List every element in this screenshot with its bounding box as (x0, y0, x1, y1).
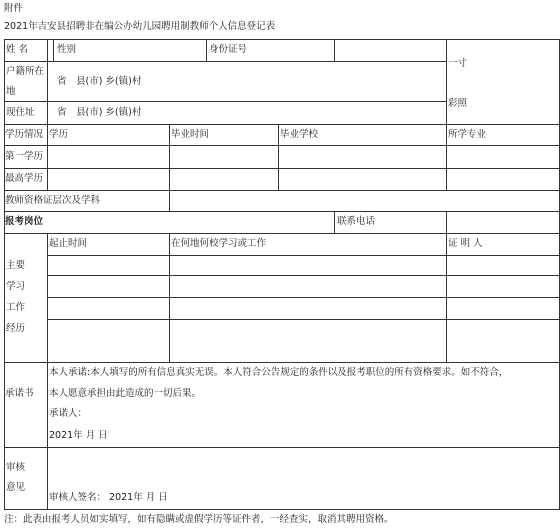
grid-line (47, 275, 560, 276)
attachment-label: 附件 (4, 3, 24, 14)
grid-line (47, 233, 48, 509)
grid-line (47, 297, 560, 298)
grid-line (4, 39, 5, 509)
grid-line (4, 509, 560, 510)
grid-line (4, 168, 560, 169)
experience-label-2: 学习 (6, 281, 26, 292)
review-label-line1: 审核 (6, 462, 26, 473)
grid-line (278, 124, 279, 190)
grid-line (53, 39, 54, 61)
pledge-text-line2: 本人愿意承担由此造成的一切后果。 (49, 388, 202, 399)
grid-line (446, 39, 447, 124)
grid-line (4, 362, 560, 363)
pledge-label: 承诺书 (5, 388, 34, 399)
grid-line (4, 447, 560, 448)
experience-label-3: 工作 (6, 302, 26, 313)
grid-line (206, 39, 207, 61)
grid-line (169, 124, 170, 211)
grid-line (446, 233, 447, 362)
grid-line (4, 39, 560, 40)
grid-line (4, 124, 560, 125)
grid-line (47, 319, 560, 320)
hukou-label-line2: 地 (6, 86, 16, 97)
experience-col-witness: 证 明 人 (448, 238, 483, 249)
reviewer-signature-date: 审核人签名： 2021年 月 日 (49, 492, 168, 503)
highest-degree-label: 最高学历 (5, 173, 44, 184)
footnote: 注：此表由报考人员如实填写，如有隐瞒或虚假学历等证件者，一经查实，取消其聘用资格。 (4, 514, 394, 525)
first-degree-label: 第一学历 (5, 151, 44, 162)
residence-label: 现住址 (6, 107, 35, 118)
pledge-date: 2021年 月 日 (49, 430, 108, 441)
experience-label-1: 主要 (6, 260, 26, 271)
grid-line (4, 61, 446, 62)
teacher-cert-label: 教师资格证层次及学科 (5, 195, 101, 206)
education-col-degree: 学历 (49, 129, 69, 140)
apply-position-label: 报考岗位 (5, 216, 44, 227)
phone-label: 联系电话 (337, 216, 376, 227)
grid-line (334, 39, 335, 61)
education-col-major: 所学专业 (448, 129, 487, 140)
review-label-line2: 意见 (6, 482, 26, 493)
grid-line (4, 211, 560, 212)
education-col-grad-time: 毕业时间 (171, 129, 210, 140)
gender-label: 性别 (57, 44, 77, 55)
education-label: 学历情况 (5, 129, 44, 140)
photo-label-line1: 一寸 (448, 58, 468, 69)
grid-line (334, 211, 335, 233)
experience-label-4: 经历 (6, 323, 26, 334)
id-number-label: 身份证号 (209, 44, 248, 55)
photo-label-line2: 彩照 (448, 98, 468, 109)
grid-line (4, 233, 560, 234)
grid-line (4, 101, 446, 102)
experience-col-where: 在何地何校学习或工作 (171, 238, 267, 249)
pledge-text-line1: 本人承诺:本人填写的所有信息真实无误。本人符合公告规定的条件以及报考职位的所有资格要求。如不符合， (49, 367, 509, 378)
grid-line (47, 39, 48, 190)
education-col-school: 毕业学校 (280, 129, 319, 140)
residence-address-template: 省 县(市) 乡(镇)村 (57, 107, 142, 118)
grid-line (4, 145, 560, 146)
grid-line (446, 124, 447, 190)
hukou-label-line1: 户籍所在 (6, 66, 45, 77)
pledger-label: 承诺人： (49, 408, 88, 419)
grid-line (4, 190, 560, 191)
experience-col-period: 起止时间 (49, 238, 88, 249)
form-title: 2021年吉安县招聘非在编公办幼儿园聘用制教师个人信息登记表 (4, 21, 276, 32)
hukou-address-template: 省 县(市) 乡(镇)村 (57, 76, 142, 87)
grid-line (47, 255, 560, 256)
grid-line (169, 233, 170, 362)
grid-line (446, 211, 447, 233)
name-label: 姓 名 (6, 44, 29, 55)
